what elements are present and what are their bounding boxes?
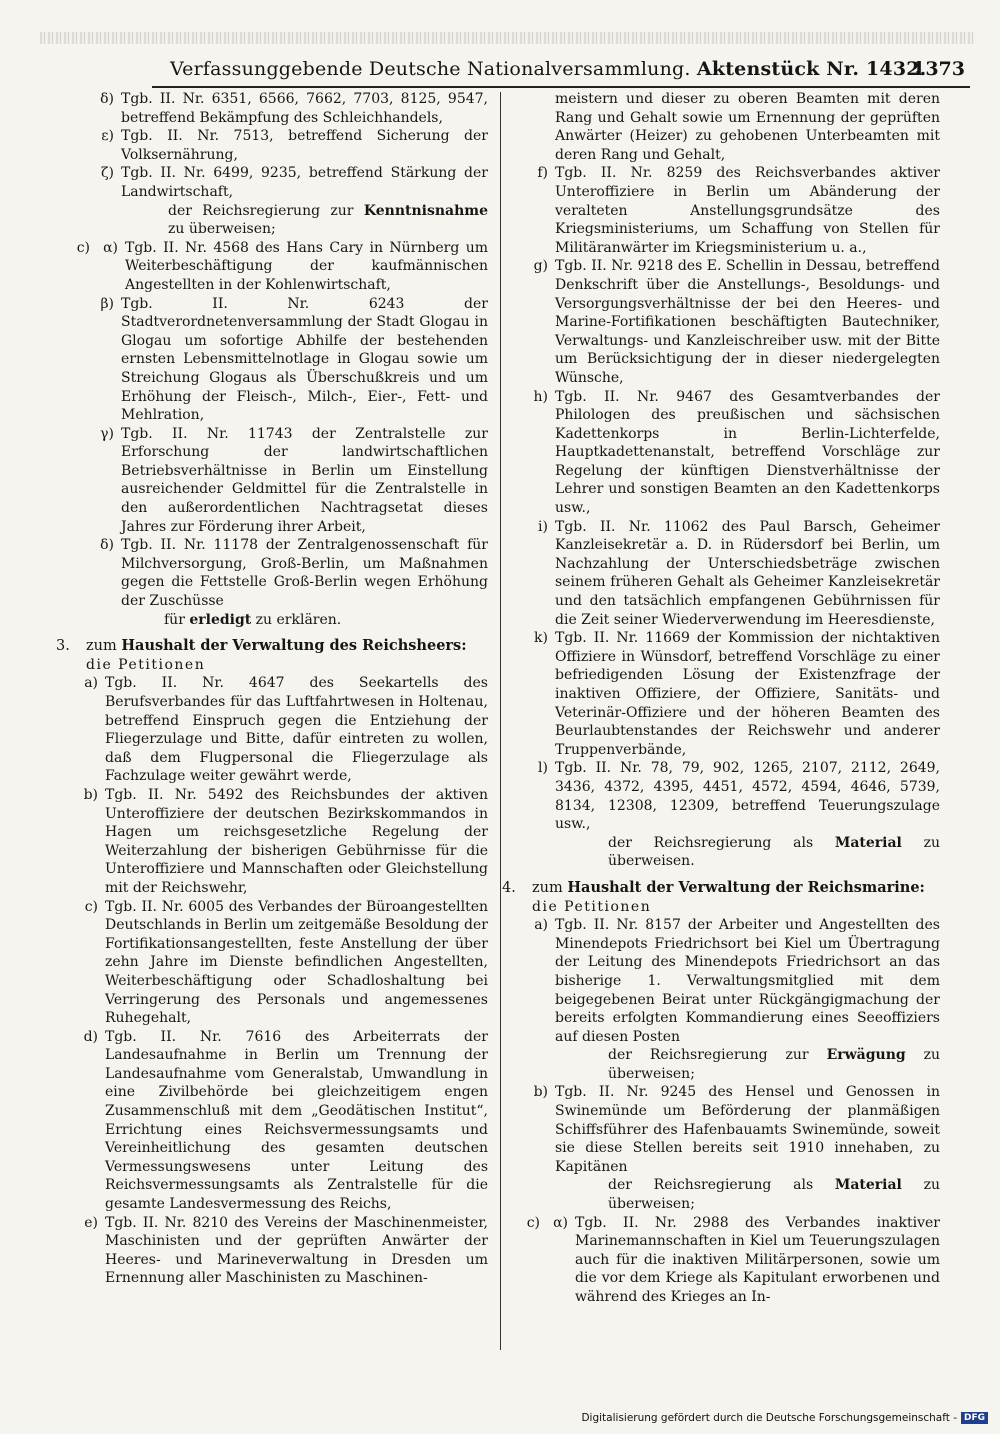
credit-text: Digitalisierung gefördert durch die Deutsche Forschungsgemeinschaft - xyxy=(581,1412,957,1424)
petition-entry xyxy=(58,1028,488,1214)
entry-text: Tgb. II. Nr. 9218 des E. Schellin in Dessau, betreffend Denkschrift über die Anstellungs-, Besoldungs- und Versorgungsverhältnisse der bei den Heeres- und Marine-Fortifikationen beschäftigten Bautechniker, Verwaltungs- und Kanzleischreiber usw. mit der Bitte um Berücksichtigung der in dieser niedergelegten Wünsche, xyxy=(555,258,940,386)
entry-label: f) xyxy=(537,165,548,182)
petition-entry xyxy=(508,629,940,759)
entry-label: i) xyxy=(538,518,548,535)
petition-entry xyxy=(58,536,488,610)
decision-post: zu überweisen; xyxy=(608,1177,940,1213)
entry-text: Tgb. II. Nr. 6243 der Stadtverordnetenversammlung der Stadt Glogau in Glogau um sofortige Abhilfe der bestehenden ernsten Lebensmittelnotlage in Glogau sowie um Streichung Glogaus als Überschußkreis und um Erhöhung der Fleisch-, Milch-, Eier-, Fett- und Mehlration, xyxy=(121,295,488,424)
entry-text: Tgb. II. Nr. 5492 des Reichsbundes der aktiven Unteroffiziere der deutschen Bezirkskommandos in Hagen um reichsgesetzliche Regelung der Weiterzahlung der bisherigen Gebührnisse für die Unteroffiziere und Mannschaften oder Gleichstellung mit der Reichswehr, xyxy=(105,786,488,896)
section-title: Haushalt der Verwaltung der Reichsmarine: xyxy=(567,878,925,896)
petition-entry xyxy=(58,898,488,1028)
entry-label-spacer xyxy=(508,90,555,164)
entry-text: Tgb. II. Nr. 7513, betreffend Sicherung der Volksernährung, xyxy=(121,128,488,163)
right-column xyxy=(502,90,940,1307)
entry-text: Tgb. II. Nr. 6351, 6566, 7662, 7703, 8125, 9547, betreffend Bekämpfung des Schleichhandels, xyxy=(121,91,488,126)
section-pre: zum xyxy=(532,879,568,896)
section-number: 4. xyxy=(502,879,516,896)
group-label: c) xyxy=(526,1214,540,1231)
decision-text xyxy=(608,1176,940,1213)
entry-text: Tgb. II. Nr. 4568 des Hans Cary in Nürnberg um Weiterbeschäftigung der kaufmännischen Angestellten in der Kohlenwirtschaft, xyxy=(125,239,488,293)
entry-label: k) xyxy=(534,630,548,647)
decision-text xyxy=(608,1046,940,1083)
decision-keyword: erledigt xyxy=(189,611,252,628)
group-label: c) xyxy=(76,239,90,256)
entry-label: b) xyxy=(83,786,98,803)
decision-text xyxy=(164,611,488,630)
entry-label: c) xyxy=(84,898,98,915)
petition-entry xyxy=(508,257,940,387)
petition-group-c xyxy=(508,1214,940,1307)
petition-continuation xyxy=(508,90,940,164)
entry-label: e) xyxy=(84,1214,98,1231)
petitions-label: die Petitionen xyxy=(532,898,652,915)
entry-text: meistern und dieser zu oberen Beamten mit deren Rang und Gehalt sowie um Ernennung der geprüften Anwärter (Heizer) zu gehobenen Unterbeamten mit deren Rang und Gehalt, xyxy=(555,91,940,163)
entry-text: Tgb. II. Nr. 9467 des Gesamtverbandes der Philologen des preußischen und sächsischen Kadettenkorps in Berlin-Lichterfelde, Hauptkadettenanstalt, betreffend Vorschläge zur Regelung der künftigen Dienstverhältnisse der Lehrer und sonstigen Beamten an den Kadettenkorps usw., xyxy=(555,388,940,517)
document-number: Aktenstück Nr. 1432. xyxy=(696,58,927,80)
entry-label: α) xyxy=(103,239,118,256)
entry-label: h) xyxy=(533,388,548,405)
entry-text: Tgb. II. Nr. 11178 der Zentralgenossenschaft für Milchversorgung, Groß-Berlin, um Maßnahmen gegen die Fettstelle Groß-Berlin wegen Erhöhung der Zuschüsse xyxy=(121,537,488,610)
decision-pre: der Reichsregierung als xyxy=(608,834,835,851)
header-rule xyxy=(152,86,970,88)
petition-entry xyxy=(58,90,488,127)
entry-label: α) xyxy=(553,1214,568,1231)
entry-text: Tgb. II. Nr. 2988 des Verbandes inaktiver Marinemannschaften in Kiel um Teuerungszulagen auch für die inaktiven Militärpersonen, sowie um die vor dem Kriege als Kapitulant erworbenen und während des Krieges an In- xyxy=(575,1214,940,1305)
entry-text: Tgb. II. Nr. 11743 der Zentralstelle zur Erforschung der landwirtschaftlichen Betriebsverhältnisse in Berlin um Einstellung ausreichender Geldmittel für die Zentralstelle in den außerordentlichen Nachtragsetat dieses Jahres zur Förderung ihrer Arbeit, xyxy=(121,425,488,535)
decision-pre: der Reichsregierung zur xyxy=(168,202,364,219)
entry-text: Tgb. II. Nr. 7616 des Arbeiterrats der Landesaufnahme in Berlin um Trennung der Landesaufnahme vom Generalstab, Umwandlung in eine Zivilbehörde bei gleichzeitigem engen Zusammenschluß mit dem „Geodätischen Institut“, Errichtung eines Reichsvermessungsamts und Vereinheitlichung des gesamten deutschen Vermessungswesens unter Leitung des Reichsvermessungsamts als Zentralstelle für die gesamte Landesvermessung des Reichs, xyxy=(105,1028,488,1213)
entry-text: Tgb. II. Nr. 78, 79, 902, 1265, 2107, 2112, 2649, 3436, 4372, 4395, 4451, 4572, 4594, 4646, 5739, 8134, 12308, 12309, betreffend Teuerungszulage usw., xyxy=(555,760,940,833)
petition-entry xyxy=(508,916,940,1046)
entry-label: β) xyxy=(100,295,114,312)
petition-group-c xyxy=(58,239,488,295)
petition-entry xyxy=(58,674,488,786)
decision-post: zu überweisen. xyxy=(608,834,940,870)
entry-text: Tgb. II. Nr. 6005 des Verbandes der Büroangestellten Deutschlands in Berlin um zeitgemäße Besoldung der Fortifikationsangestellten, feste Anstellung der über zehn Jahre im Dienste befindlichen Angestellten, Weiterbeschäftigung oder Schadloshaltung bei Verringerung des Personals und angemessenes Ruhegehalt, xyxy=(105,898,488,1027)
decision-post: zu überweisen; xyxy=(608,1047,940,1082)
scan-edge-band xyxy=(40,32,975,44)
entry-text: Tgb. II. Nr. 8157 der Arbeiter und Angestellten des Minendepots Friedrichsort bei Kiel um Übertragung der Leitung des Minendepots Friedrichsort an das bisherige 1. Verwaltungsmitglied mit dem beigegebenen Beirat unter Rückgängigmachung der bereits erfolgten Kommandierung eines Seeoffiziers auf diesen Posten xyxy=(555,917,940,1045)
petition-entry xyxy=(508,759,940,833)
entry-label: a) xyxy=(84,675,98,692)
decision-text xyxy=(168,202,488,239)
petition-entry xyxy=(58,1214,488,1288)
entry-text: Tgb. II. Nr. 8210 des Vereins der Maschinenmeister, Maschinisten und der geprüften Anwärter der Heeres- und Marineverwaltung in Dresden um Ernennung aller Maschinisten zu Maschinen- xyxy=(105,1214,488,1287)
entry-text: Tgb. II. Nr. 9245 des Hensel und Genossen in Swinemünde um Beförderung der planmäßigen Schiffsführer des Hafenbauamts Swinemünde, soweit sie diese Stellen bereits seit 1910 innehaben, zu Kapitänen xyxy=(555,1084,940,1175)
entry-label: b) xyxy=(533,1084,548,1101)
column-divider xyxy=(500,92,501,1350)
section-pre: zum xyxy=(86,638,122,655)
decision-keyword: Erwägung xyxy=(826,1047,906,1064)
section-heading xyxy=(56,637,488,656)
entry-label: l) xyxy=(538,760,548,777)
decision-keyword: Material xyxy=(834,834,902,851)
petition-entry xyxy=(508,388,940,518)
decision-text xyxy=(608,834,940,871)
decision-keyword: Material xyxy=(834,1177,902,1194)
decision-keyword: Kenntnisnahme xyxy=(363,202,488,219)
decision-pre: der Reichsregierung als xyxy=(608,1177,835,1194)
entry-text: Tgb. II. Nr. 8259 des Reichsverbandes aktiver Unteroffiziere in Berlin um Abänderung der veralteten Anstellungsgrundsätze des Kriegsministeriums, um Schaffung von Stellen für Militäranwärter im Kriegsministerium u. a., xyxy=(555,165,940,256)
entry-label: δ) xyxy=(100,537,114,554)
section-title: Haushalt der Verwaltung des Reichsheers: xyxy=(121,637,467,655)
entry-text: Tgb. II. Nr. 11062 des Paul Barsch, Geheimer Kanzleisekretär a. D. in Rüdersdorf bei Berlin, um Nachzahlung der Unterschiedsbeträge zwischen seinem früheren Gehalt als Geheimer Kanzleisekretär und den tatsächlich empfangenen Gebührnissen für die Zeit seiner Wiederverwendung im Heeresdienste, xyxy=(555,518,940,628)
entry-label: ε) xyxy=(101,128,114,145)
entry-label: ζ) xyxy=(100,165,114,182)
page-number: 1373 xyxy=(912,58,965,80)
decision-pre: für xyxy=(164,611,190,628)
petition-entry xyxy=(58,425,488,537)
entry-label: a) xyxy=(534,917,548,934)
entry-label: γ) xyxy=(100,425,114,442)
petition-entry xyxy=(508,518,940,630)
petition-entry xyxy=(58,295,488,425)
petitions-label: die Petitionen xyxy=(86,656,206,673)
petition-entry xyxy=(58,127,488,164)
page-header xyxy=(170,58,965,84)
entry-label: g) xyxy=(533,258,548,275)
decision-pre: der Reichsregierung zur xyxy=(608,1047,827,1064)
running-title xyxy=(170,58,926,80)
journal-title: Verfassunggebende Deutsche Nationalversammlung. xyxy=(170,58,691,80)
decision-post: zu überweisen; xyxy=(168,221,276,238)
entry-label: δ) xyxy=(100,91,114,107)
left-column xyxy=(58,90,488,1288)
petition-entry xyxy=(58,786,488,898)
section-heading xyxy=(502,879,940,898)
petition-entry xyxy=(508,1083,940,1176)
entry-text: Tgb. II. Nr. 11669 der Kommission der nichtaktiven Offiziere in Wünsdorf, betreffend Vorschläge zu einer befriedigenden Lösung der Existenzfrage der inaktiven Offiziere, der Offiziere, Sanitäts- und Veterinär-Offiziere und der höheren Beamten des Beurlaubtenstandes der Reichswehr und anderer Truppenverbände, xyxy=(555,630,940,758)
entry-text: Tgb. II. Nr. 4647 des Seekartells des Berufsverbandes für das Luftfahrtwesen in Holtenau, betreffend Einspruch gegen die Entziehung der Fliegerzulage und Bitte, dafür eintreten zu wollen, daß dem Flugpersonal die Fliegerzulage als Fachzulage weiter gewährt werde, xyxy=(105,675,488,785)
petition-entry xyxy=(58,164,488,201)
entry-text: Tgb. II. Nr. 6499, 9235, betreffend Stärkung der Landwirtschaft, xyxy=(121,165,488,200)
petition-entry xyxy=(508,164,940,257)
dfg-logo: DFG xyxy=(961,1412,988,1424)
digitization-credit xyxy=(581,1412,988,1424)
entry-label: d) xyxy=(83,1028,98,1045)
decision-post: zu erklären. xyxy=(251,611,342,628)
section-number: 3. xyxy=(56,638,70,655)
